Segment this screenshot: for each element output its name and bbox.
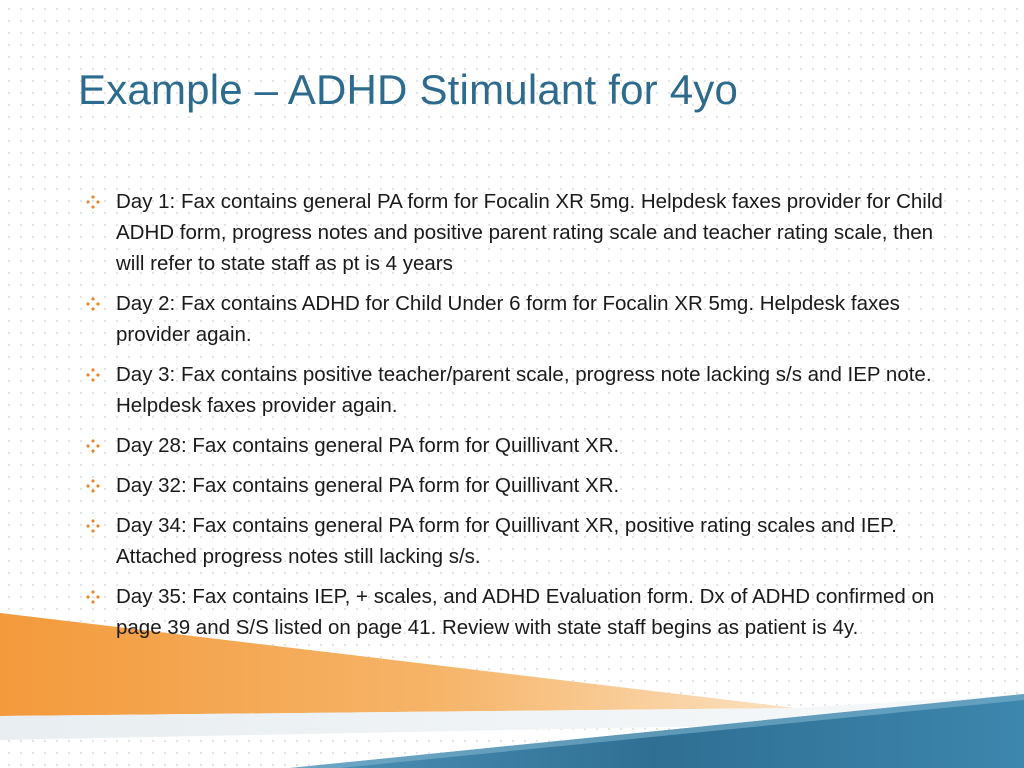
diamond-quad-icon [85,478,101,494]
bullet-text: Day 1: Fax contains general PA form for Focalin XR 5mg. Helpdesk faxes provider for Child ADHD form, progress notes and positive parent rating scale and teacher rating scale, then will refer to state staff as pt is 4 years [116,190,943,275]
bullet-item [85,510,955,572]
bullet-text: Day 34: Fax contains general PA form for Quillivant XR, positive rating scales and IEP. Attached progress notes still lacking s/s. [116,514,897,568]
bullet-text: Day 28: Fax contains general PA form for Quillivant XR. [116,434,620,457]
diamond-quad-icon [85,296,101,312]
slide-title: Example – ADHD Stimulant for 4yo [78,66,739,113]
bullet-item [85,186,955,279]
bullet-text: Day 2: Fax contains ADHD for Child Under 6 form for Focalin XR 5mg. Helpdesk faxes provider again. [116,292,900,346]
bullet-list [85,186,955,652]
diamond-quad-icon [85,518,101,534]
diamond-quad-icon [85,438,101,454]
bullet-item [85,581,955,643]
bullet-text: Day 35: Fax contains IEP, + scales, and ADHD Evaluation form. Dx of ADHD confirmed on page 39 and S/S listed on page 41. Review with state staff begins as patient is 4y. [116,585,935,639]
bullet-item [85,359,955,421]
bullet-item [85,430,955,461]
bullet-text: Day 32: Fax contains general PA form for Quillivant XR. [116,474,620,497]
bullet-item [85,288,955,350]
diamond-quad-icon [85,589,101,605]
diamond-quad-icon [85,367,101,383]
bullet-text: Day 3: Fax contains positive teacher/parent scale, progress note lacking s/s and IEP note. Helpdesk faxes provider again. [116,363,932,417]
diamond-quad-icon [85,194,101,210]
bullet-item [85,470,955,501]
